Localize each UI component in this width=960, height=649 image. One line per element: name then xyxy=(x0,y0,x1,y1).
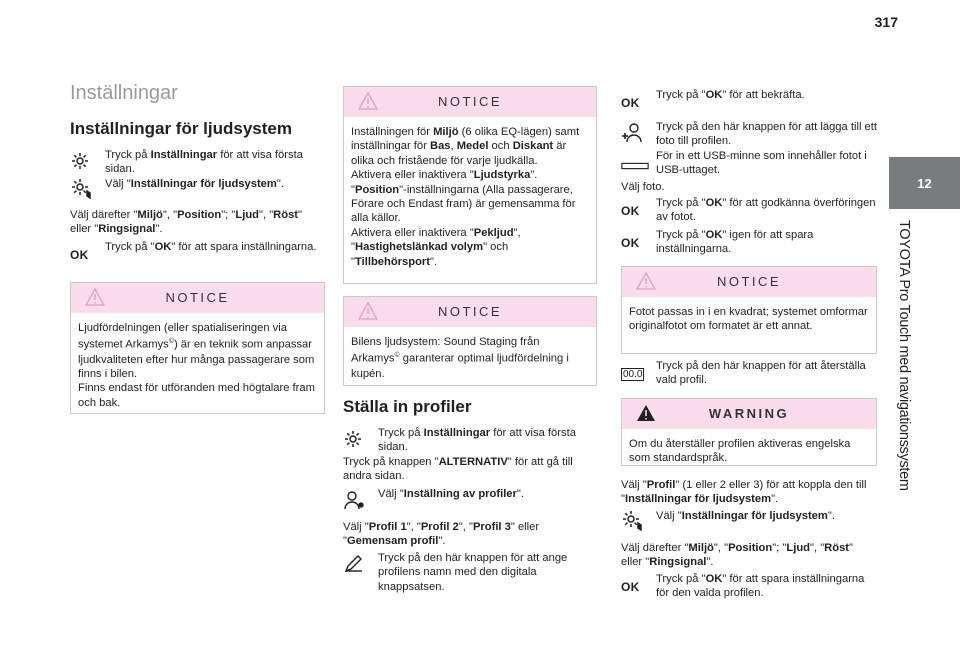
notice-body: Ljudfördelningen (eller spatialiseringen via systemet Arkamys©) är en teknik som anpassar ljudkvaliteten efter hur många passagerare som finns i bilen. Finns endast för utföranden med högtalare fram och bak. xyxy=(78,322,315,409)
step-add-photo: Tryck på den här knappen för att lägga till ett foto till profilen. xyxy=(621,120,877,149)
select-profile-paragraph: Välj "Profil" (1 eller 2 eller 3) för att koppla den till "Inställningar för ljudsystem". xyxy=(621,479,867,506)
select-paragraph: Välj därefter "Miljö", "Position"; "Ljud", "Röst" eller "Ringsignal". xyxy=(70,209,303,236)
ok-button-icon: OK xyxy=(621,203,640,218)
warning-triangle-icon xyxy=(636,272,656,290)
notice-box-1 xyxy=(343,86,597,284)
step-audio-settings: Välj "Inställningar för ljudsystem". xyxy=(621,509,877,523)
step-confirm: OK Tryck på "OK" för att bekräfta. xyxy=(621,88,877,102)
ok-button-icon: OK xyxy=(621,579,640,594)
ok-button-icon: OK xyxy=(621,235,640,250)
step-settings: Tryck på Inställningar för att visa första sidan. xyxy=(343,426,597,455)
select-profile-paragraph: Välj "Profil 1", "Profil 2", "Profil 3" eller "Gemensam profil". xyxy=(343,521,540,548)
step-options: Tryck på knappen "ALTERNATIV" för att gå till andra sidan. xyxy=(343,456,573,483)
step-approve: OK Tryck på "OK" för att godkänna överföringen av fotot. xyxy=(621,197,876,224)
notice-body: Bilens ljudsystem: Sound Staging från Arkamys© garanterar optimal ljudfördelning i kupén. xyxy=(351,336,569,380)
select-paragraph: Välj därefter "Miljö", "Position"; "Ljud", "Röst" eller "Ringsignal". xyxy=(621,542,854,569)
step-save: OK Tryck på "OK" igen för att spara inställningarna. xyxy=(621,229,814,256)
warning-triangle-icon xyxy=(636,404,656,422)
warning-triangle-icon xyxy=(85,288,105,306)
select-photo: Välj foto. xyxy=(621,181,665,193)
audio-settings-icon xyxy=(70,177,98,199)
subsection-heading: Inställningar för ljudsystem xyxy=(70,119,292,138)
step-audio-settings: Välj "Inställningar för ljudsystem". xyxy=(70,177,325,191)
pencil-icon xyxy=(343,553,371,575)
profile-settings-icon xyxy=(343,489,371,511)
step-save-profile: OK Tryck på "OK" för att spara inställningarna för den valda profilen. xyxy=(621,573,865,600)
gear-icon xyxy=(70,150,98,172)
notice-header: NOTICE xyxy=(71,283,324,313)
profiles-heading: Ställa in profiler xyxy=(343,397,472,416)
warning-body: Om du återställer profilen aktiveras engelska som standardspråk. xyxy=(629,438,851,465)
notice-box xyxy=(70,282,325,414)
step-usb: För in ett USB-minne som innehåller fotot i USB-uttaget. xyxy=(621,149,877,178)
step-profile-settings: Välj "Inställning av profiler". xyxy=(343,487,597,501)
notice-body: Fotot passas in i en kvadrat; systemet omformar originalfotot om formatet är ett annat. xyxy=(629,306,868,333)
chapter-tab: 12 xyxy=(889,157,960,209)
notice-header: NOTICE xyxy=(344,297,596,327)
step-name: Tryck på den här knappen för att ange profilens namn med den digitala knappsatsen. xyxy=(343,551,597,594)
page-number: 317 xyxy=(874,14,898,30)
warning-box xyxy=(621,398,877,466)
chapter-title: TOYOTA Pro Touch med navigationssystem xyxy=(896,220,912,491)
warning-triangle-icon xyxy=(358,92,378,110)
usb-icon xyxy=(621,155,649,177)
warning-triangle-icon xyxy=(358,302,378,320)
notice-header: NOTICE xyxy=(344,87,596,117)
section-heading: Inställningar xyxy=(70,82,178,104)
ok-button-icon: OK xyxy=(70,247,89,262)
notice-body: Inställningen för Miljö (6 olika EQ-lägen) samt inställningar för Bas, Medel och Diskant är olika och fristående för varje ljudkälla. Aktivera eller inaktivera "Ljudstyrka". "Position"-inställningarna (Alla passagerare, Förare och Endast fram) är gemensamma för alla källor. Aktivera eller inaktivera "Pekljud", "Hastighetslänkad volym" och "Tillbehörsport". xyxy=(351,126,580,268)
audio-settings-icon xyxy=(621,509,649,531)
warning-header: WARNING xyxy=(622,399,876,429)
notice-header: NOTICE xyxy=(622,267,876,297)
step-reset: 00.0 Tryck på den här knappen för att återställa vald profil. xyxy=(623,360,866,387)
step-settings: Tryck på Inställningar för att visa första sidan. xyxy=(70,148,325,177)
notice-box xyxy=(621,266,877,354)
ok-button-icon: OK xyxy=(621,95,640,110)
reset-button-icon: 00.0 xyxy=(623,368,643,380)
add-photo-icon xyxy=(621,122,649,144)
gear-icon xyxy=(343,428,371,450)
step-ok: OK Tryck på "OK" för att spara inställningarna. xyxy=(70,240,325,254)
notice-box-2 xyxy=(343,296,597,386)
